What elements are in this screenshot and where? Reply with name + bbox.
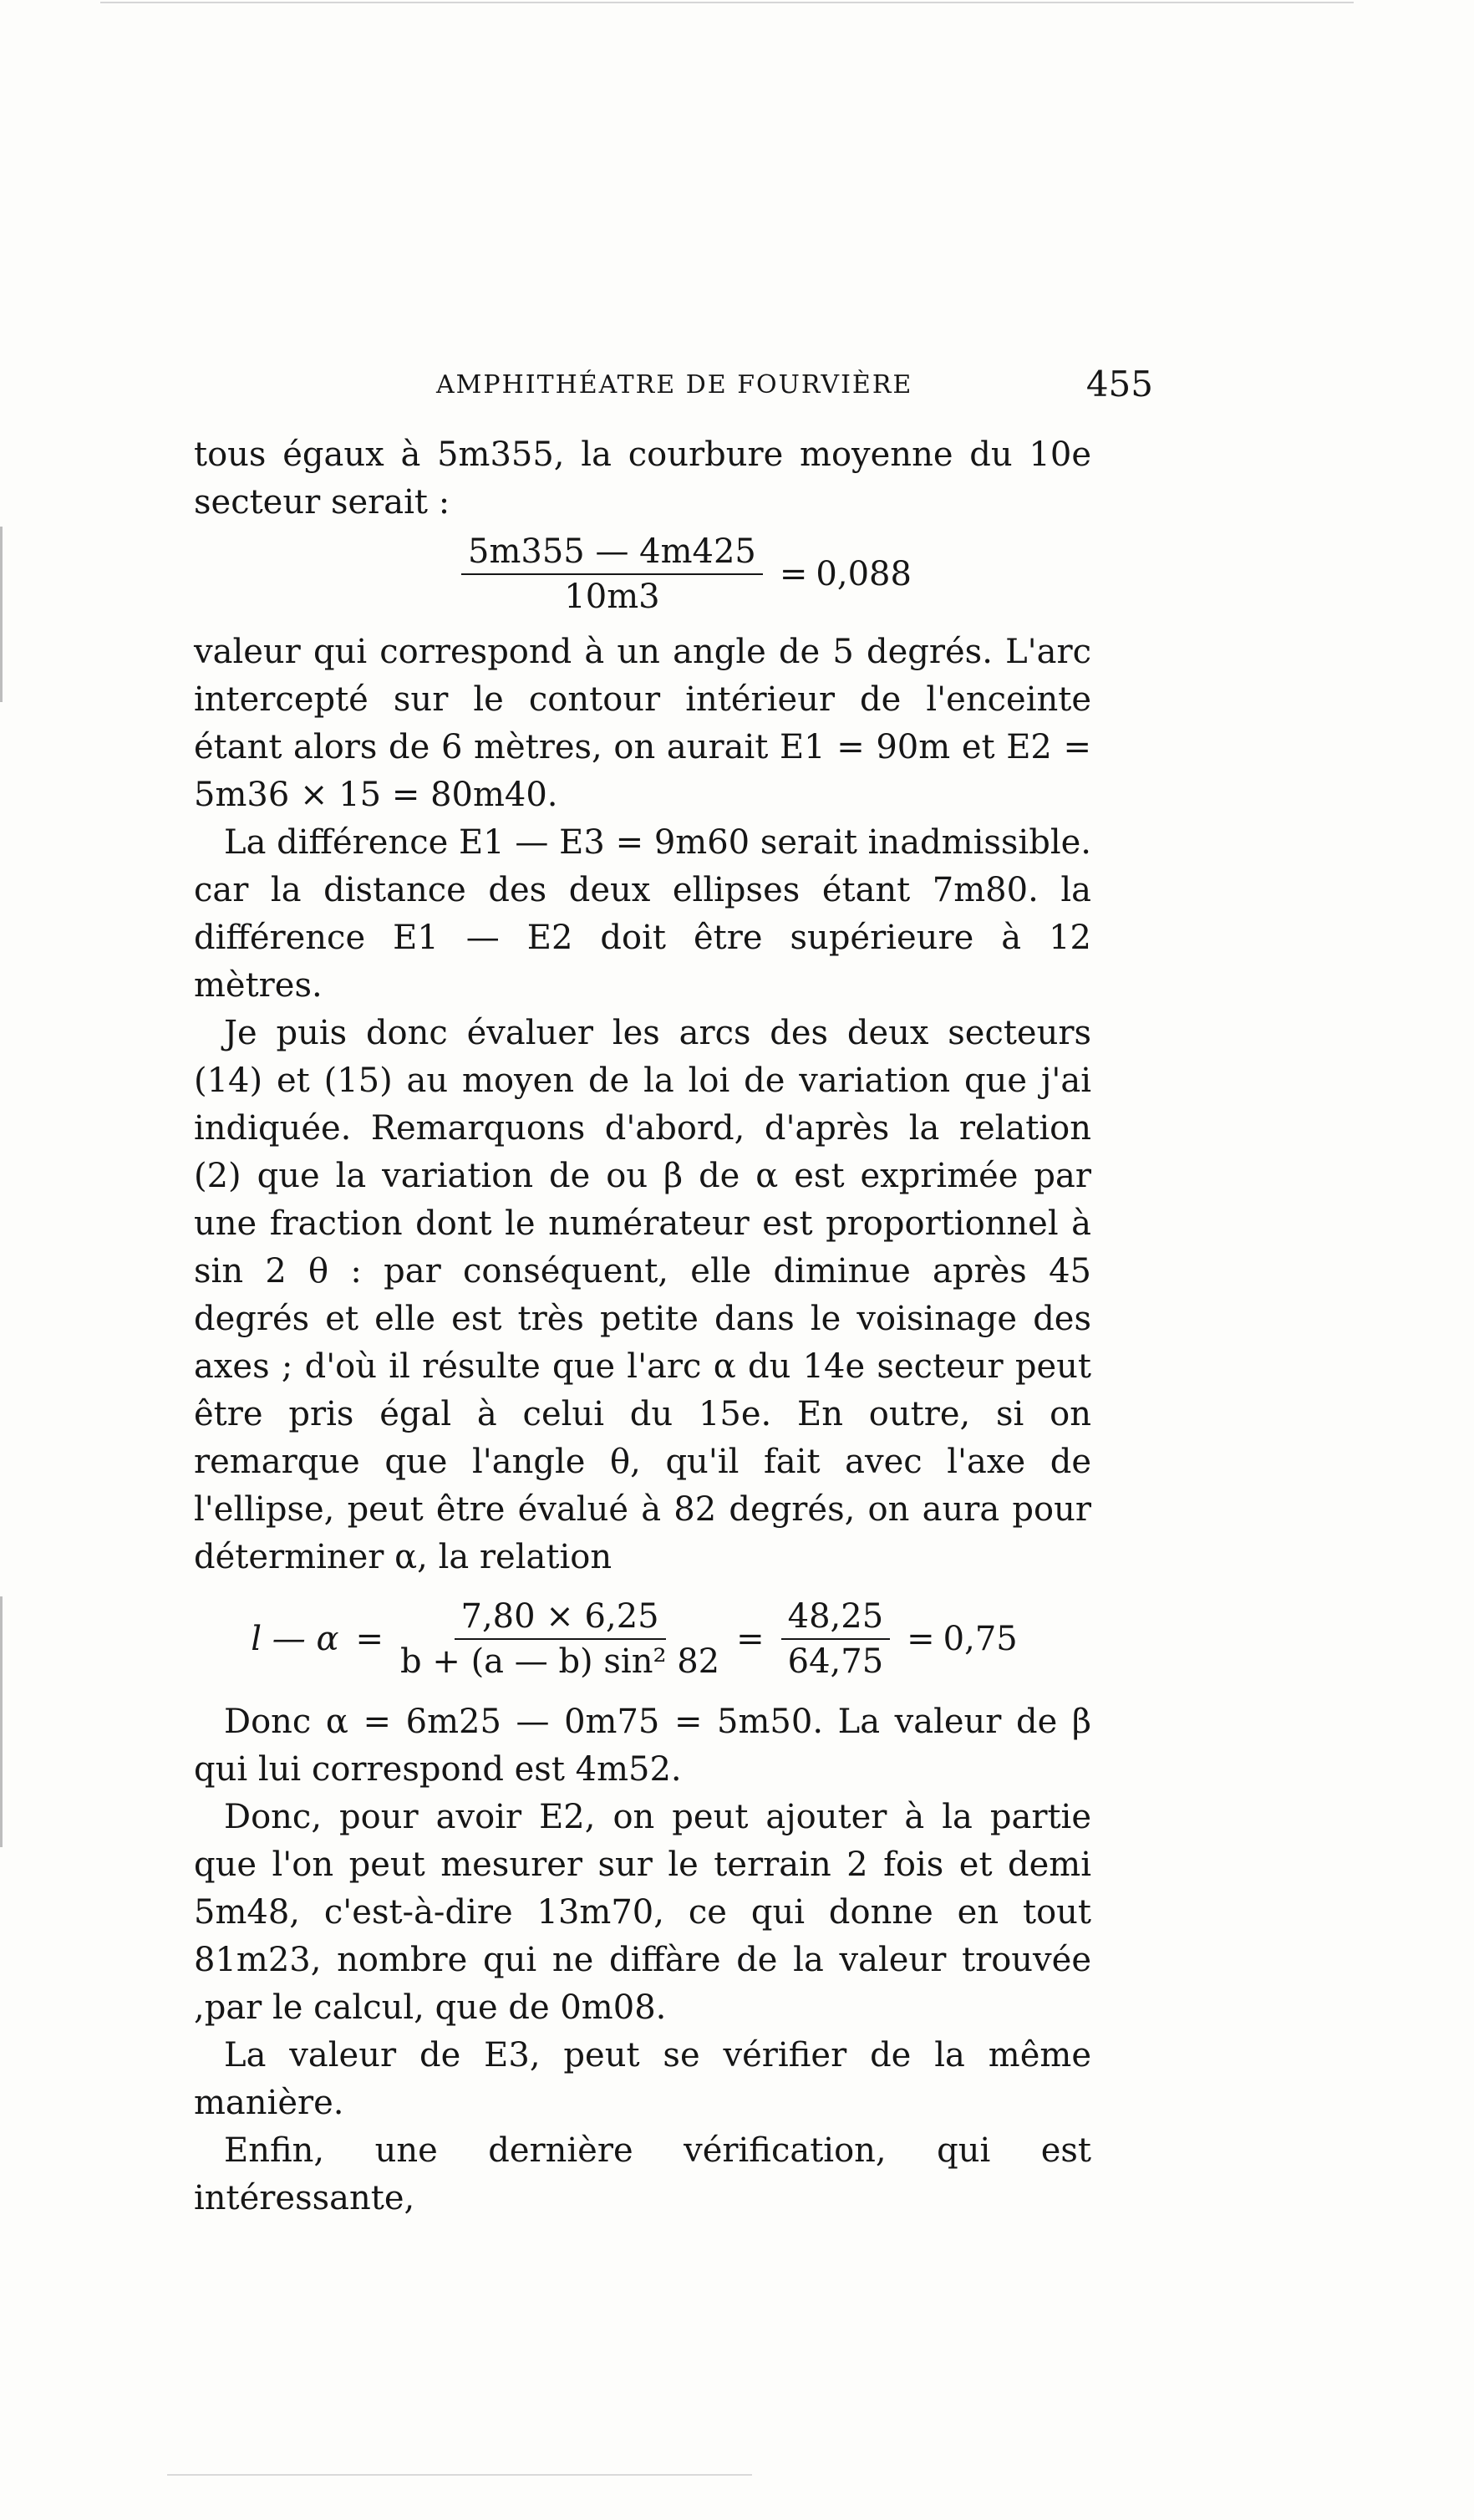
paragraph-4: Je puis donc évaluer les arcs des deux secteurs (14) et (15) au moyen de la loi de variation que j'ai indiquée. Remarquons d'abord, d'après la relation (2) que la variation de ou β de α est exprimée par une fraction dont le numérateur est proportionnel à sin 2 θ : par conséquent, elle diminue après 45 degrés et elle est très petite dans le voisinage des axes ; d'où il résulte que l'arc α du 14e secteur peut être pris égal à celui du 15e. En outre, si on remarque que l'angle θ, qu'il fait avec l'axe de l'ellipse, peut être évalué à 82 degrés, on aura pour déterminer α, la relation — [194, 1014, 1091, 1576]
formula-curvature-equals: = — [779, 554, 808, 593]
formula-alpha-fraction-2 — [781, 1596, 891, 1682]
paragraph-5: Donc α = 6m25 — 0m75 = 5m50. La valeur de β qui lui correspond est 4m52. — [194, 1703, 1091, 1789]
formula-alpha-equals-3: = — [907, 1619, 935, 1658]
left-edge-mark — [0, 527, 3, 702]
formula-alpha-fraction-1-numerator: 7,80 × 6,25 — [455, 1596, 666, 1640]
formula-alpha-fraction-2-denominator: 64,75 — [787, 1642, 884, 1681]
body-text — [194, 431, 1091, 2222]
paragraph-7: La valeur de E3, peut se vérifier de la même manière. — [194, 2036, 1091, 2122]
formula-alpha — [194, 1596, 1091, 1682]
page-number: 455 — [1085, 364, 1153, 405]
formula-alpha-fraction-1 — [400, 1596, 719, 1682]
top-edge-mark — [100, 2, 1354, 3]
formula-alpha-result: 0,75 — [943, 1619, 1018, 1658]
formula-curvature — [194, 532, 1091, 617]
left-edge-mark-lower — [0, 1596, 3, 1847]
formula-curvature-fraction — [461, 532, 763, 617]
running-header — [192, 364, 1153, 420]
formula-alpha-lhs: l — α — [251, 1619, 339, 1658]
paragraph-8: Enfin, une dernière vérification, qui est intéressante, — [194, 2131, 1091, 2217]
formula-alpha-fraction-1-denominator: b + (a — b) sin² 82 — [400, 1642, 720, 1681]
paragraph-6: Donc, pour avoir E2, on peut ajouter à la partie que l'on peut mesurer sur le terrain 2 fois et demi 5m48, c'est-à-dire 13m70, ce qui donne en tout 81m23, nombre qui ne diffàre de la valeur trouvée ,par le calcul, que de 0m08. — [194, 1798, 1091, 2027]
formula-alpha-equals-2: = — [736, 1619, 765, 1658]
running-title: AMPHITHÉATRE DE FOURVIÈRE — [436, 370, 913, 400]
formula-curvature-denominator: 10m3 — [564, 578, 660, 616]
paragraph-3: La différence E1 — E3 = 9m60 serait inadmissible. car la distance des deux ellipses étant 7m80. la différence E1 — E2 doit être supérieure à 12 mètres. — [194, 823, 1091, 1005]
bottom-edge-mark — [167, 2474, 752, 2476]
formula-alpha-fraction-2-numerator: 48,25 — [781, 1596, 891, 1640]
paragraph-2: valeur qui correspond à un angle de 5 degrés. L'arc intercepté sur le contour intérieur de l'enceinte étant alors de 6 mètres, on aurait E1 = 90m et E2 = 5m36 × 15 = 80m40. — [194, 633, 1091, 814]
formula-alpha-equals-1: = — [355, 1619, 384, 1658]
formula-curvature-numerator: 5m355 — 4m425 — [461, 532, 763, 575]
paragraph-1: tous égaux à 5m355, la courbure moyenne du 10e secteur serait : — [194, 435, 1091, 522]
formula-curvature-result: 0,088 — [816, 554, 912, 593]
